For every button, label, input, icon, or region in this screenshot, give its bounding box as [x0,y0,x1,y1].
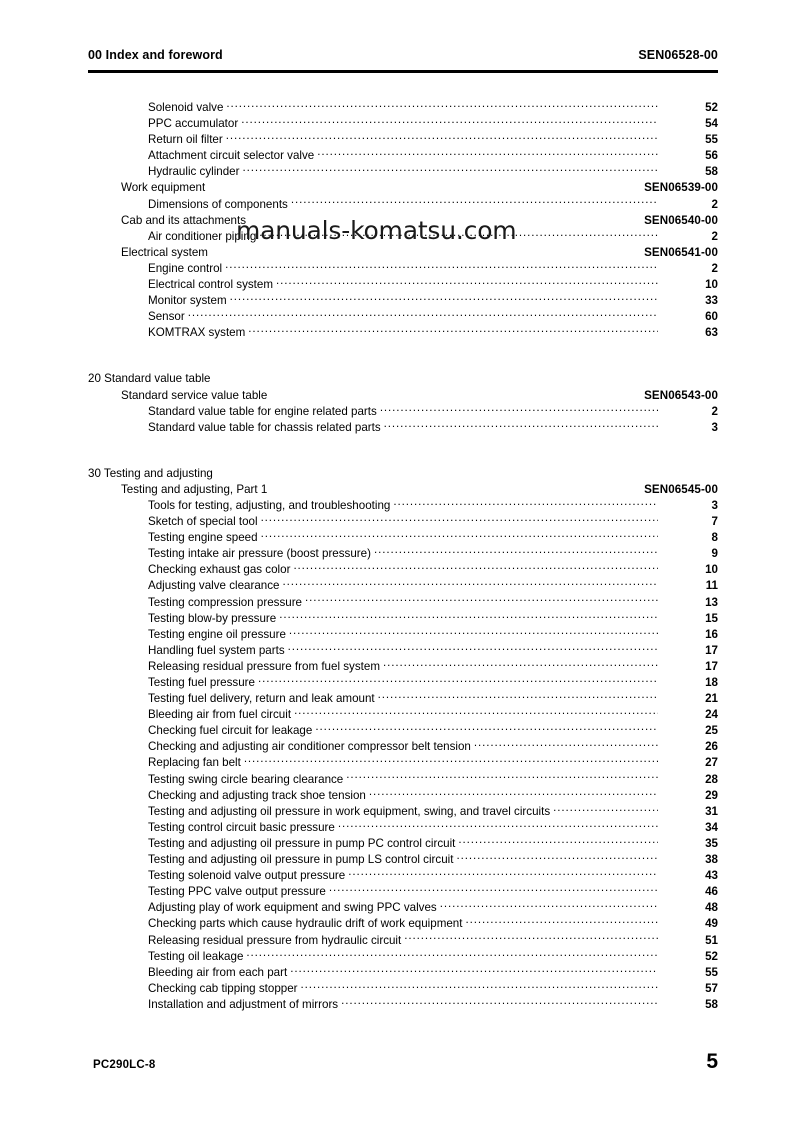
toc-sen-code: SEN06540-00 [644,213,718,227]
toc-entry-label: Hydraulic cylinder [148,165,240,179]
toc-entry-label: Electrical control system [148,278,273,292]
toc-leader-dots [226,100,658,111]
toc-entry[interactable] [88,965,718,981]
toc-group-heading-label: Work equipment [121,181,206,195]
toc-entry[interactable] [88,707,718,723]
toc-entry-label: Releasing residual pressure from fuel system [148,659,380,673]
toc-entry[interactable] [88,981,718,997]
toc-leader-dots [393,498,658,509]
toc-entry[interactable] [88,691,718,707]
toc-entry-page-number: 27 [705,756,718,770]
toc-entry-page-number: 38 [705,853,718,867]
toc-entry-label: Testing compression pressure [148,595,303,609]
toc-leader-dots [188,309,658,320]
header-divider [88,70,718,73]
toc-group-heading-label: Testing and adjusting, Part 1 [121,482,268,496]
toc-leader-dots [440,900,658,911]
toc-leader-dots [225,261,658,272]
toc-section-heading [88,371,718,387]
toc-entry-page-number: 48 [705,901,718,915]
toc-entry-page-number: 63 [705,326,718,340]
toc-leader-dots [246,949,658,960]
toc-leader-dots [474,739,658,750]
toc-entry[interactable] [88,293,718,309]
toc-leader-dots [341,997,658,1008]
header-document-code: SEN06528-00 [638,48,718,62]
toc-entry-page-number: 55 [705,965,718,979]
toc-leader-dots [369,788,658,799]
toc-entry-page-number: 3 [711,420,718,434]
toc-entry[interactable] [88,595,718,611]
toc-entry[interactable] [88,562,718,578]
toc-entry-label: Engine control [148,261,223,275]
toc-leader-dots [553,804,658,815]
toc-entry-label: Testing and adjusting oil pressure in work equipment, swing, and travel circuits [148,804,551,818]
toc-entry-label: Attachment circuit selector valve [148,149,315,163]
toc-entry-page-number: 13 [705,595,718,609]
toc-entry-page-number: 28 [705,772,718,786]
toc-entry[interactable] [88,755,718,771]
toc-entry-label: Testing and adjusting oil pressure in pump LS control circuit [148,853,454,867]
toc-entry-label: KOMTRAX system [148,326,246,340]
toc-entry-page-number: 43 [705,869,718,883]
toc-leader-dots [230,293,658,304]
toc-entry-page-number: 24 [705,708,718,722]
toc-entry-label: Handling fuel system parts [148,643,285,657]
toc-entry-page-number: 58 [705,997,718,1011]
toc-section-heading [88,466,718,482]
toc-leader-dots [346,772,658,783]
toc-leader-dots [404,933,658,944]
toc-entry[interactable] [88,788,718,804]
toc-entry[interactable] [88,852,718,868]
toc-entry-label: Testing intake air pressure (boost pressure) [148,547,371,561]
toc-leader-dots [244,755,658,766]
toc-leader-dots [248,325,658,336]
toc-leader-dots [348,868,658,879]
toc-entry-label: Checking cab tipping stopper [148,981,298,995]
toc-entry-page-number: 21 [705,692,718,706]
toc-entry-page-number: 49 [705,917,718,931]
toc-entry-page-number: 26 [705,740,718,754]
toc-entry-label: Monitor system [148,294,227,308]
toc-leader-dots [384,420,658,431]
toc-entry-page-number: 3 [711,498,718,512]
toc-leader-dots [378,691,658,702]
toc-entry-page-number: 46 [705,885,718,899]
toc-leader-dots [458,836,658,847]
toc-sen-code: SEN06543-00 [644,388,718,402]
toc-entry[interactable] [88,578,718,594]
toc-entry-page-number: 2 [711,197,718,211]
toc-entry-label: Installation and adjustment of mirrors [148,997,339,1011]
toc-leader-dots [315,723,658,734]
toc-entry-label: Adjusting play of work equipment and swing PPC valves [148,901,437,915]
toc-leader-dots [282,578,658,589]
toc-group-heading[interactable] [88,180,718,196]
toc-entry-page-number: 31 [705,804,718,818]
toc-entry-page-number: 56 [705,149,718,163]
toc-entry[interactable] [88,164,718,180]
toc-sen-code: SEN06539-00 [644,181,718,195]
toc-leader-dots [279,611,658,622]
toc-entry-page-number: 18 [705,676,718,689]
toc-entry-page-number: 34 [705,820,718,834]
toc-entry[interactable] [88,884,718,900]
toc-entry[interactable] [88,916,718,932]
toc-entry-label: Return oil filter [148,133,223,147]
toc-entry[interactable] [88,261,718,277]
toc-group-heading[interactable] [88,388,718,404]
toc-entry-page-number: 54 [705,117,718,131]
toc-entry[interactable] [88,900,718,916]
toc-entry-page-number: 8 [711,531,718,545]
footer-model-name: PC290LC-8 [93,1059,156,1071]
toc-entry-page-number: 29 [705,788,718,802]
toc-entry-label: Testing oil leakage [148,949,244,963]
toc-entry-label: Testing engine oil pressure [148,627,286,641]
toc-entry-label: Testing swing circle bearing clearance [148,772,344,786]
toc-entry-label: Testing blow-by pressure [148,611,277,625]
toc-entry[interactable] [88,868,718,884]
toc-entry-page-number: 25 [705,724,718,738]
toc-entry[interactable] [88,132,718,148]
toc-section-heading-label: 20 Standard value table [88,372,211,386]
toc-entry-page-number: 52 [705,949,718,963]
section-spacer [88,341,718,371]
toc-leader-dots [261,514,658,525]
toc-leader-dots [383,659,658,670]
toc-section-heading-label: 30 Testing and adjusting [88,466,213,480]
toc-entry[interactable] [88,739,718,755]
toc-entry[interactable] [88,116,718,132]
toc-entry-label: Tools for testing, adjusting, and troubleshooting [148,498,391,512]
toc-entry-label: Bleeding air from fuel circuit [148,708,292,722]
toc-entry-label: Sensor [148,310,185,324]
toc-entry-page-number: 35 [705,836,718,850]
watermark-text: manuals-komatsu.com [236,216,517,245]
toc-entry-page-number: 57 [705,981,718,995]
toc-entry[interactable] [88,611,718,627]
toc-entry-page-number: 15 [705,611,718,625]
toc-entry-page-number: 11 [705,579,718,593]
toc-entry-label: Testing solenoid valve output pressure [148,869,346,883]
toc-entry[interactable] [88,514,718,530]
toc-entry-label: Checking fuel circuit for leakage [148,724,313,738]
toc-entry-label: Sketch of special tool [148,515,258,529]
toc-group-heading-label: Standard service value table [121,388,268,402]
toc-entry[interactable] [88,933,718,949]
toc-entry-label: Standard value table for chassis related parts [148,420,381,434]
toc-leader-dots [294,707,658,718]
toc-entry-label: Testing and adjusting oil pressure in pump PC control circuit [148,836,456,850]
toc-leader-dots [374,546,658,557]
toc-entry-label: Testing PPC valve output pressure [148,885,326,899]
toc-group-heading-label: Cab and its attachments [121,213,247,227]
toc-entry-page-number: 2 [711,229,718,243]
toc-entry-label: Checking exhaust gas color [148,563,291,577]
toc-entry-label: Checking and adjusting air conditioner compressor belt tension [148,740,471,754]
toc-leader-dots [456,852,658,863]
toc-entry-page-number: 51 [705,933,718,947]
toc-entry-page-number: 33 [705,294,718,308]
toc-entry[interactable] [88,100,718,116]
toc-entry-label: Bleeding air from each part [148,965,288,979]
toc-entry[interactable] [88,309,718,325]
header-section-title: 00 Index and foreword [88,48,223,62]
toc-entry-label: Adjusting valve clearance [148,579,280,593]
toc-entry[interactable] [88,420,718,436]
toc-leader-dots [301,981,658,992]
toc-leader-dots [465,916,658,927]
toc-entry-label: Testing fuel delivery, return and leak amount [148,692,375,706]
toc-leader-dots [289,627,658,638]
toc-entry-label: Air conditioner piping [148,229,257,243]
toc-leader-dots [291,197,658,208]
toc-leader-dots [258,675,658,686]
toc-entry-label: Replacing fan belt [148,756,241,770]
toc-leader-dots [243,164,659,175]
toc-entry-page-number: 2 [711,404,718,418]
toc-entry[interactable] [88,627,718,643]
toc-entry[interactable] [88,820,718,836]
toc-entry[interactable] [88,997,718,1013]
toc-entry-page-number: 9 [711,547,718,561]
toc-entry[interactable] [88,498,718,514]
toc-entry[interactable] [88,836,718,852]
toc-entry-label: Testing control circuit basic pressure [148,820,335,834]
toc-entry-page-number: 16 [705,627,718,641]
toc-leader-dots [380,404,658,415]
page-header [88,48,718,62]
toc-entry-page-number: 60 [705,310,718,324]
toc-entry-page-number: 7 [711,515,718,529]
toc-entry[interactable] [88,949,718,965]
toc-leader-dots [288,643,658,654]
toc-leader-dots [226,132,658,143]
toc-sen-code: SEN06545-00 [644,482,718,496]
toc-entry-page-number: 52 [705,101,718,114]
toc-entry-page-number: 58 [705,165,718,179]
toc-leader-dots [290,965,658,976]
toc-group-heading-label: Electrical system [121,245,208,259]
toc-entry[interactable] [88,277,718,293]
toc-entry[interactable] [88,404,718,420]
toc-entry-page-number: 17 [705,659,718,673]
toc-entry-label: Checking parts which cause hydraulic drift of work equipment [148,917,463,931]
toc-entry[interactable] [88,659,718,675]
toc-entry-label: Checking and adjusting track shoe tension [148,788,366,802]
toc-leader-dots [276,277,658,288]
toc-entry[interactable] [88,325,718,341]
toc-entry[interactable] [88,148,718,164]
footer-page-number: 5 [706,1050,718,1073]
toc-entry[interactable] [88,530,718,546]
toc-leader-dots [317,148,658,159]
toc-leader-dots [241,116,658,127]
toc-entry[interactable] [88,804,718,820]
toc-leader-dots [329,884,658,895]
toc-entry[interactable] [88,723,718,739]
toc-entry-label: PPC accumulator [148,117,239,131]
toc-entry[interactable] [88,675,718,691]
toc-entry-page-number: 2 [711,261,718,275]
toc-leader-dots [261,530,658,541]
toc-leader-dots [338,820,658,831]
toc-sen-code: SEN06541-00 [644,245,718,259]
toc-entry-label: Solenoid valve [148,101,224,114]
toc-entry-label: Testing engine speed [148,531,258,545]
toc-leader-dots [305,595,658,606]
toc-entry-page-number: 17 [705,643,718,657]
toc-entry[interactable] [88,643,718,659]
section-spacer [88,436,718,466]
toc-group-heading[interactable] [88,482,718,498]
toc-entry-page-number: 55 [705,133,718,147]
toc-entry-page-number: 10 [705,278,718,292]
toc-entry-label: Testing fuel pressure [148,676,255,689]
toc-entry[interactable] [88,197,718,213]
toc-group-heading[interactable] [88,245,718,261]
toc-entry[interactable] [88,546,718,562]
toc-entry[interactable] [88,772,718,788]
toc-entry-label: Standard value table for engine related parts [148,404,377,418]
toc-entry-label: Dimensions of components [148,197,288,211]
toc-entry-label: Releasing residual pressure from hydraulic circuit [148,933,402,947]
toc-entry-page-number: 10 [705,563,718,577]
toc-leader-dots [293,562,658,573]
